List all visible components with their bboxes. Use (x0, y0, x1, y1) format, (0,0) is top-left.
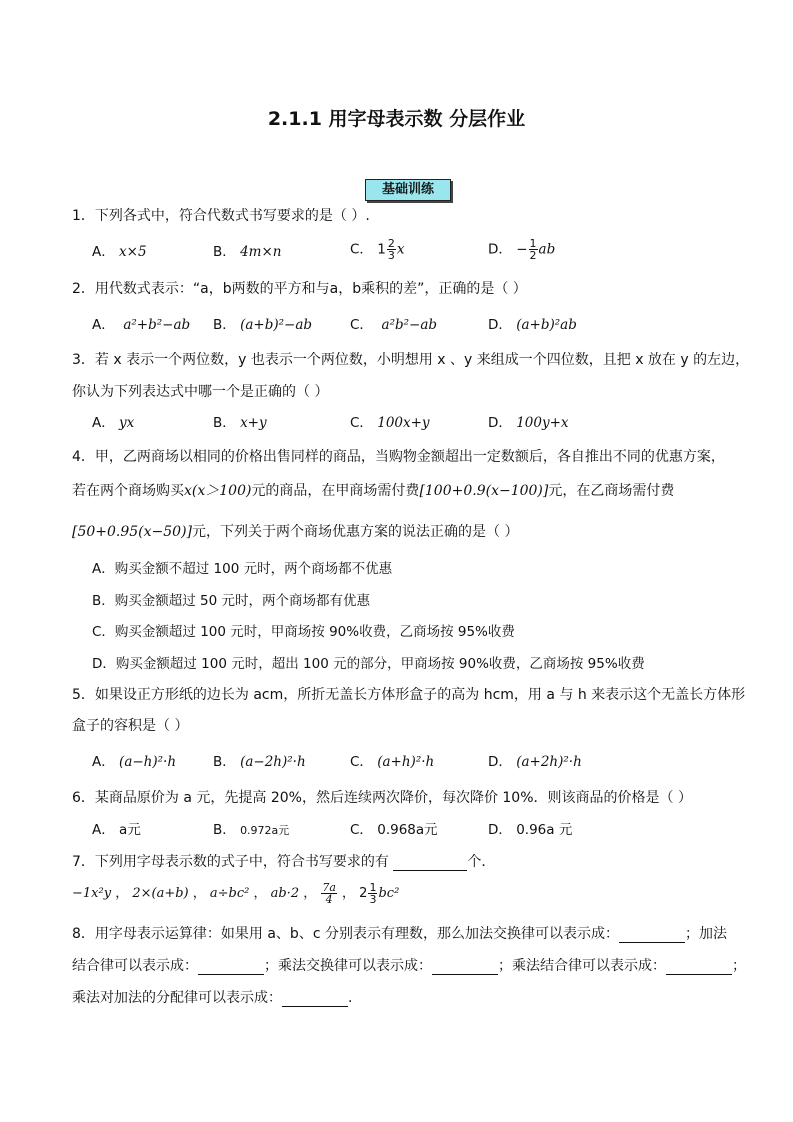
question-8-line-3: 乘法对加法的分配律可以表示成： . (72, 990, 353, 1006)
q1-option-d: D． − $\frac{1}{2}$ ab (488, 237, 556, 262)
q2-option-a: A． a²+b²−ab (92, 317, 191, 333)
section-label: 基础训练 (365, 179, 451, 201)
q4-option-d: D．购买金额超过 100 元时，超出 100 元的部分，甲商场按 90%收费，乙商场按 95%收费 (92, 656, 645, 672)
q3-option-b: B． x+y (213, 415, 267, 431)
question-7-stem: 7．下列用字母表示数的式子中，符合书写要求的有 个． (72, 854, 496, 870)
question-7-expressions: −1x²y ， 2×(a+b) ， a÷bc² ， ab·2 ， $\frac{7a}{4}$ ， 2 $\frac{1}{3}$ bc² (72, 881, 400, 906)
q8-blank-distributive[interactable] (282, 992, 348, 1007)
q4-option-a: A．购买金额不超过 100 元时，两个商场都不优惠 (92, 561, 393, 577)
q4-option-b: B．购买金额超过 50 元时，两个商场都有优惠 (92, 593, 371, 609)
q7-answer-blank[interactable] (393, 856, 467, 871)
q5-option-d: D． (a+2h)²·h (488, 754, 582, 770)
q2-option-c: C． a²b²−ab (350, 317, 438, 333)
q1-option-c: C． 1 $\frac{2}{3}$ x (350, 237, 405, 262)
q8-blank-add-commutative[interactable] (619, 928, 685, 943)
q3-option-a: A． yx (92, 415, 135, 431)
q8-blank-mul-commutative[interactable] (432, 960, 498, 975)
question-8-line-1: 8．用字母表示运算律：如果用 a、b、c 分别表示有理数，那么加法交换律可以表示成： ；加法 (72, 926, 727, 942)
q6-option-b: B． 0.972a元 (213, 822, 290, 838)
q1-option-b: B． 4m×n (213, 244, 282, 260)
q6-option-d: D． 0.96a 元 (488, 822, 573, 838)
q8-blank-mul-associative[interactable] (666, 960, 732, 975)
question-5-line-2: 盒子的容积是（ ） (72, 718, 189, 734)
question-5-line-1: 5．如果设正方形纸的边长为 acm，所折无盖长方体形盒子的高为 hcm，用 a 与 h 来表示这个无盖长方体形 (72, 687, 746, 703)
q6-option-c: C． 0.968a元 (350, 822, 438, 838)
q6-option-a: A． a元 (92, 822, 141, 838)
q3-option-d: D． 100y+x (488, 415, 569, 431)
page-title: 2.1.1 用字母表示数 分层作业 (267, 108, 526, 130)
q5-option-b: B． (a−2h)²·h (213, 754, 306, 770)
question-3-line-1: 3．若 x 表示一个两位数，y 也表示一个两位数，小明想用 x 、y 来组成一个四位数，且把 x 放在 y 的左边， (72, 352, 750, 368)
q2-option-d: D． (a+b)²ab (488, 317, 577, 333)
q8-blank-add-associative[interactable] (198, 960, 264, 975)
question-2-stem: 2．用代数式表示：“a，b两数的平方和与a，b乘积的差”，正确的是（ ） (72, 281, 527, 297)
question-6-stem: 6．某商品原价为 a 元，先提高 20%，然后连续两次降价，每次降价 10%．则该商品的价格是（ ） (72, 790, 692, 806)
question-4-line-2: 若在两个商场购买x(x＞100)元的商品，在甲商场需付费[100+0.9(x−100)]元，在乙商场需付费 (72, 483, 675, 499)
q2-option-b: B． (a+b)²−ab (213, 317, 313, 333)
q4-option-c: C．购买金额超过 100 元时，甲商场按 90%收费，乙商场按 95%收费 (92, 624, 515, 640)
q5-option-a: A． (a−h)²·h (92, 754, 177, 770)
q5-option-c: C． (a+h)²·h (350, 754, 435, 770)
q3-option-c: C． 100x+y (350, 415, 430, 431)
question-4-line-1: 4．甲，乙两商场以相同的价格出售同样的商品，当购物金额超出一定数额后，各自推出不同的优惠方案， (72, 449, 725, 465)
q1-option-a: A． x×5 (92, 244, 147, 260)
question-8-line-2: 结合律可以表示成： ；乘法交换律可以表示成： ；乘法结合律可以表示成： ； (72, 958, 746, 974)
question-3-line-2: 你认为下列表达式中哪一个是正确的（ ） (72, 384, 329, 400)
question-1-stem: 1．下列各式中，符合代数式书写要求的是（ ）. (72, 208, 370, 224)
question-4-line-3: [50+0.95(x−50)]元，下列关于两个商场优惠方案的说法正确的是（ ） (72, 524, 519, 540)
